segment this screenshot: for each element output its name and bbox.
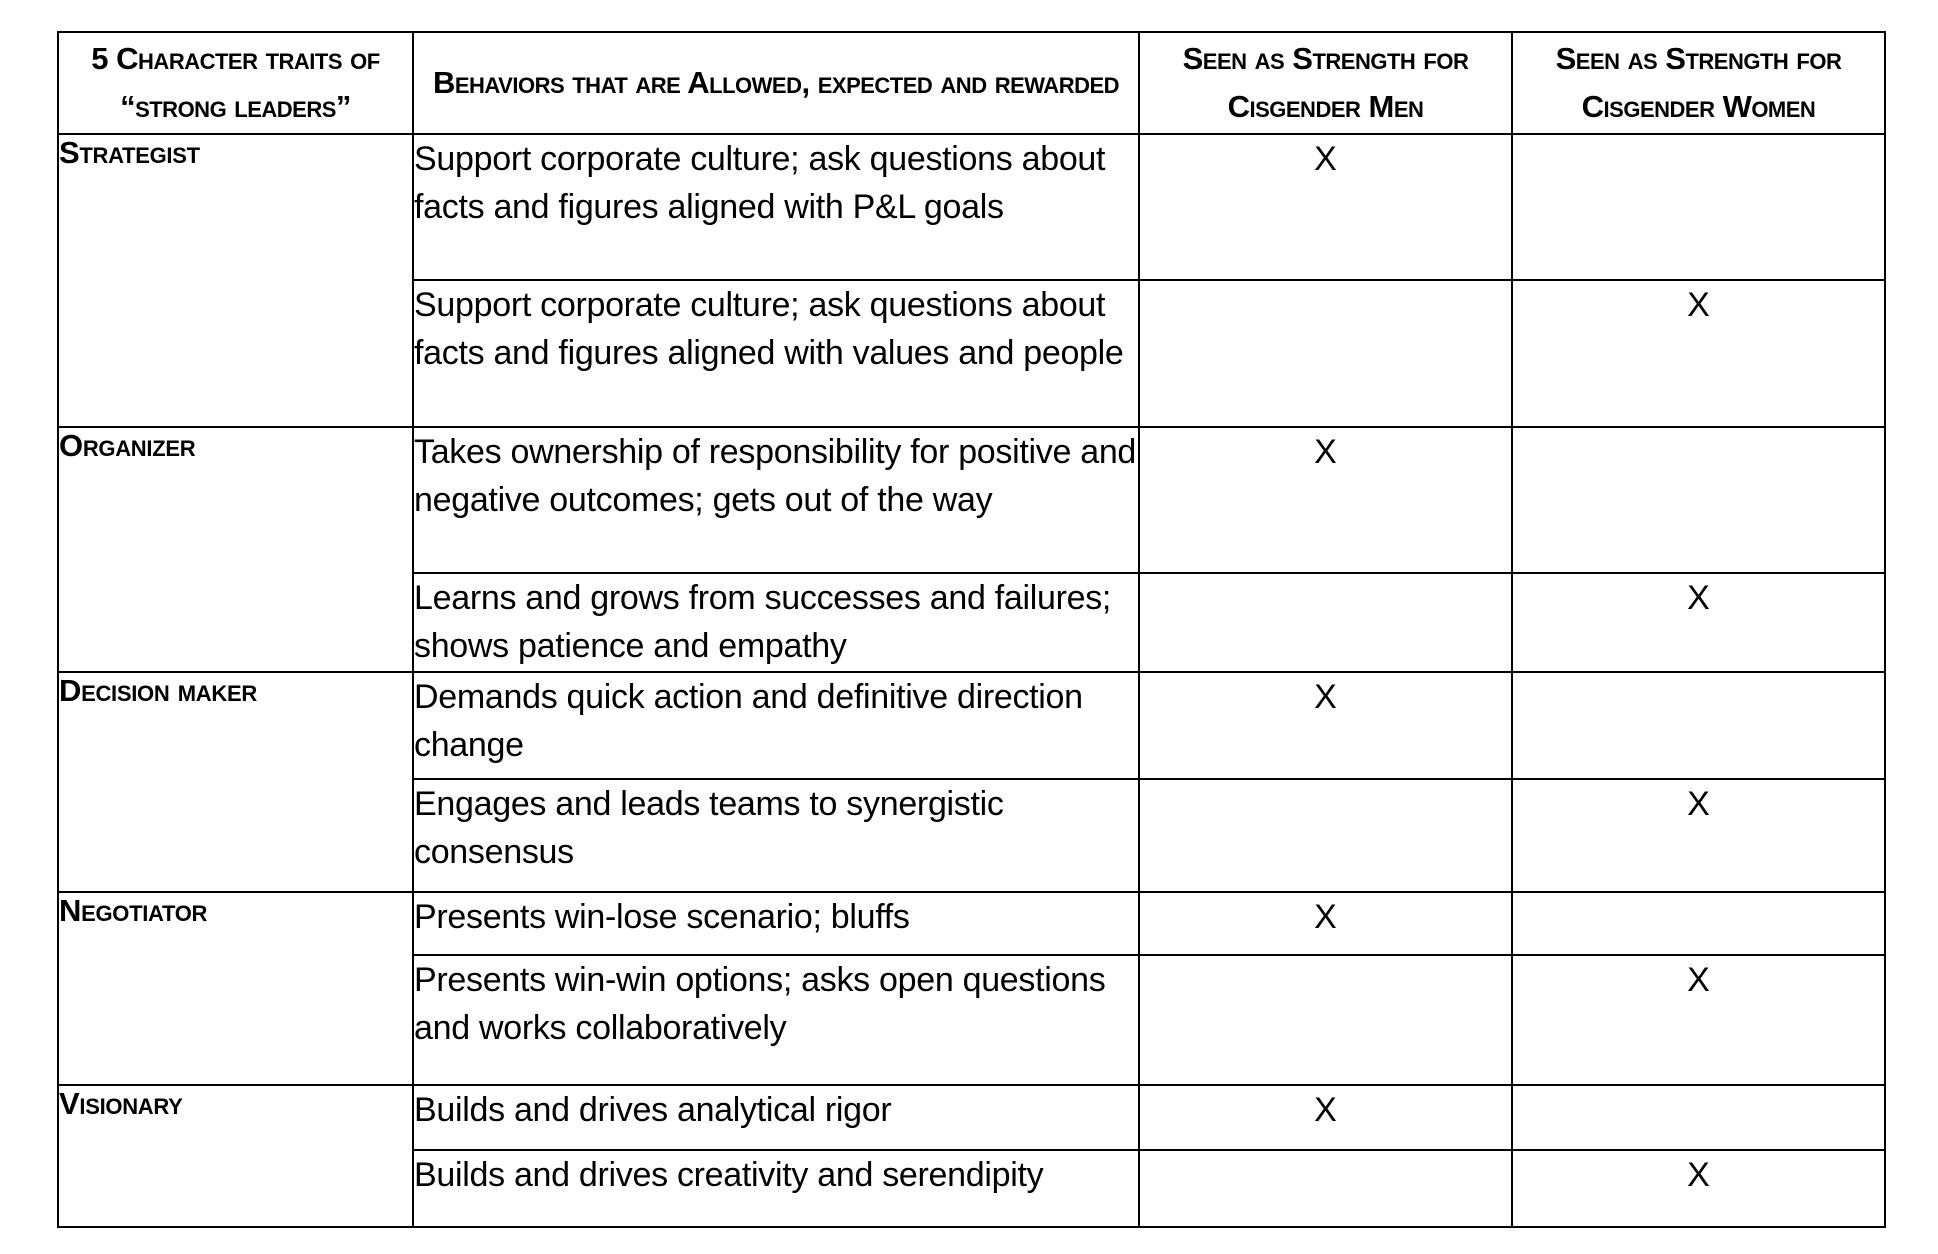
men-mark: X	[1139, 1085, 1512, 1150]
behavior-cell: Support corporate culture; ask questions about facts and figures aligned with P&L goals	[413, 134, 1139, 280]
behavior-cell: Demands quick action and definitive direction change	[413, 672, 1139, 779]
women-mark: X	[1512, 573, 1885, 672]
behavior-cell: Support corporate culture; ask questions about facts and figures aligned with values and people	[413, 280, 1139, 427]
trait-decision-maker: Decision maker	[58, 672, 413, 892]
men-mark	[1139, 1150, 1512, 1227]
trait-visionary: Visionary	[58, 1085, 413, 1227]
women-mark	[1512, 427, 1885, 573]
behavior-cell: Engages and leads teams to synergistic consensus	[413, 779, 1139, 892]
header-trait: 5 Character traits of “strong leaders”	[58, 32, 413, 134]
men-mark	[1139, 955, 1512, 1085]
men-mark	[1139, 779, 1512, 892]
behavior-cell: Presents win-win options; asks open questions and works collaboratively	[413, 955, 1139, 1085]
women-mark	[1512, 672, 1885, 779]
table-row	[58, 134, 1885, 280]
women-mark: X	[1512, 1150, 1885, 1227]
men-mark: X	[1139, 892, 1512, 955]
women-mark: X	[1512, 955, 1885, 1085]
table-row	[58, 427, 1885, 573]
header-row	[58, 32, 1885, 134]
header-behavior: Behaviors that are Allowed, expected and rewarded	[413, 32, 1139, 134]
table-row	[58, 1085, 1885, 1150]
men-mark: X	[1139, 427, 1512, 573]
men-mark: X	[1139, 672, 1512, 779]
table-row	[58, 672, 1885, 779]
women-mark	[1512, 1085, 1885, 1150]
behavior-cell: Builds and drives analytical rigor	[413, 1085, 1139, 1150]
women-mark	[1512, 134, 1885, 280]
behavior-cell: Builds and drives creativity and serendipity	[413, 1150, 1139, 1227]
behavior-cell: Learns and grows from successes and failures; shows patience and empathy	[413, 573, 1139, 672]
men-mark: X	[1139, 134, 1512, 280]
header-men: Seen as Strength for Cisgender Men	[1139, 32, 1512, 134]
women-mark: X	[1512, 779, 1885, 892]
men-mark	[1139, 280, 1512, 427]
women-mark	[1512, 892, 1885, 955]
table-row	[58, 892, 1885, 955]
women-mark: X	[1512, 280, 1885, 427]
behavior-cell: Takes ownership of responsibility for positive and negative outcomes; gets out of the way	[413, 427, 1139, 573]
header-women: Seen as Strength for Cisgender Women	[1512, 32, 1885, 134]
trait-negotiator: Negotiator	[58, 892, 413, 1085]
men-mark	[1139, 573, 1512, 672]
trait-strategist: Strategist	[58, 134, 413, 427]
trait-organizer: Organizer	[58, 427, 413, 672]
behavior-cell: Presents win-lose scenario; bluffs	[413, 892, 1139, 955]
leadership-traits-table	[57, 31, 1886, 1228]
